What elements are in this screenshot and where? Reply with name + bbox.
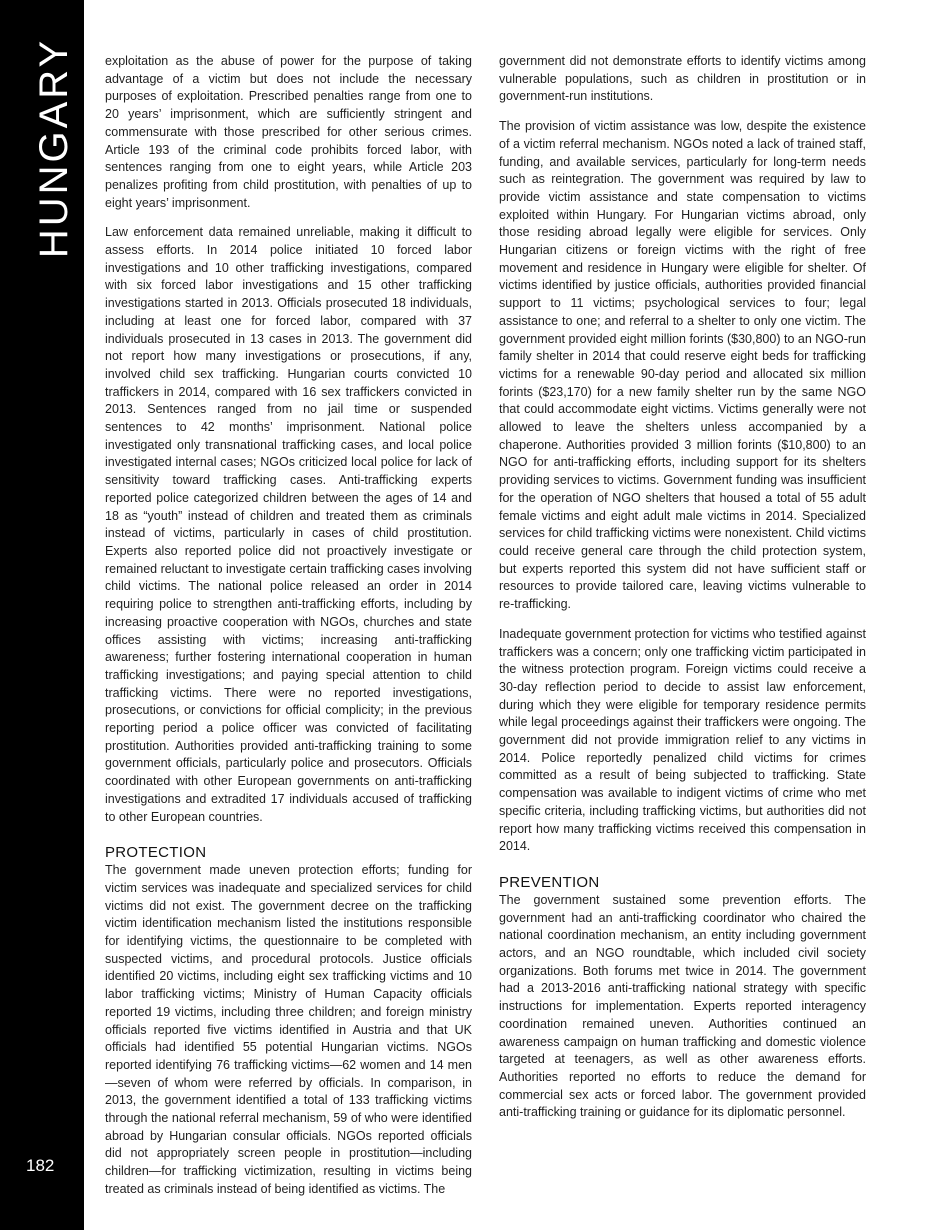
paragraph-vulnerable-populations: government did not demonstrate efforts to identify victims among vulnerable populations, such as children in prostitution or in government-run institutions. <box>499 54 866 104</box>
paragraph-definition-penalties: exploitation as the abuse of power for the purpose of taking advantage of a victim but does not include the necessary purposes of exploitation. Prescribed penalties range from one to 20 years’ imprisonment, which are sufficiently stringent and commensurate with those prescribed for other serious crimes. Article 193 of the criminal code prohibits forced labor, with sentences ranging from one to eight years, while Article 203 penalizes profiting from child prostitution, with penalties of up to eight years’ imprisonment. <box>105 54 472 210</box>
country-sidebar <box>0 0 84 1230</box>
paragraph-victim-assistance: The provision of victim assistance was low, despite the existence of a victim referral mechanism. NGOs noted a lack of trained staff, funding, and available services, particularly for long-term needs such as reintegration. The government was required by law to provide victim assistance and state compensation to victims exploited within Hungary. For Hungarian victims abroad, only those residing abroad legally were eligible for services. Only Hungarian citizens or foreign victims with the right of free movement and residence in Hungary were eligible for shelter. Of victims identified by justice officials, authorities provided financial support to 11 victims; psychological services to four; legal assistance to one; and referral to a shelter to only one victim. The government provided eight million forints ($30,800) to an NGO-run family shelter in 2014 that could reserve eight beds for trafficking victims for a renewable 90-day period and allocated six million forints ($23,170) for a new family shelter run by the same NGO that could accommodate eight victims. Victims generally were not allowed to leave the shelters unless accompanied by a chaperone. Authorities provided 3 million forints ($10,800) to an NGO for anti-trafficking efforts, including support for its shelters providing services to victims. Government funding was insufficient for the operation of NGO shelters that housed a total of 55 adult female victims and eight adult male victims in 2014. Specialized services for child trafficking victims were nonexistent. Child victims could receive general care through the child protection system, but experts reported this system did not have sufficient staff or resources to provide tailored care, leaving victims vulnerable to re-trafficking. <box>499 119 866 612</box>
paragraph-protection-identification: The government made uneven protection efforts; funding for victim services was inadequate and specialized services for child victims did not exist. The government decree on the trafficking victim identification mechanism listed the institutions responsible for identifying victims, the questionnaire to be completed with suspected victims, and procedural protocols. Justice officials identified 20 victims, including eight sex trafficking victims and 10 labor trafficking victims; Ministry of Human Capacity officials reported 19 victims, including three children; and foreign ministry officials reported five victims identified in Austria and that UK officials had identified 55 potential Hungarian victims. NGOs reported identifying 76 trafficking victims—62 women and 14 men—seven of whom were referred by officials. In comparison, in 2013, the government identified a total of 133 trafficking victims through the national referral mechanism, 59 of who were identified abroad by Hungarian consular officials. NGOs reported officials did not appropriately screen people in prostitution—including children—for trafficking victimization, resulting in victims being treated as criminals instead of being identified as victims. The <box>105 863 472 1196</box>
right-column <box>499 53 866 1178</box>
left-column <box>105 53 472 1196</box>
paragraph-law-enforcement: Law enforcement data remained unreliable, making it difficult to assess efforts. In 2014 police initiated 10 forced labor investigations and 10 other trafficking investigations, compared with six forced labor investigations and 15 other trafficking investigations started in 2013. Officials prosecuted 18 individuals, including at least one for forced labor, compared with 37 individuals prosecuted in 13 cases in 2013. The government did not report how many investigations or prosecutions, if any, involved child sex trafficking. Hungarian courts convicted 10 traffickers in 2014, compared with 16 sex traffickers convicted in 2013. Sentences ranged from no jail time or suspended sentences to 42 months’ imprisonment. National police investigated only transnational trafficking cases, and local police investigated internal cases; NGOs criticized local police for lack of sensitivity toward trafficking cases. Anti-trafficking experts reported police categorized children between the ages of 14 and 18 as “youth” instead of children and treated them as criminals instead of victims, particularly in cases of child prostitution. Experts also reported police did not proactively investigate or remained reluctant to investigate certain trafficking cases involving child victims. The national police released an order in 2014 requiring police to strengthen anti-trafficking efforts, including by increasing proactive cooperation with NGOs, churches and state offices assisting with victims; increasing anti-trafficking awareness; further fostering international cooperation in human trafficking investigations; and paying special attention to child trafficking victims. There were no reported investigations, prosecutions, or convictions for official complicity; in the previous reporting period a police officer was convicted of facilitating prostitution. Authorities provided anti-trafficking training to some government officials, particularly police and prosecutors. Officials coordinated with other European governments on anti-trafficking investigations and extradited 17 individuals accused of trafficking to other European countries. <box>105 225 472 824</box>
page-number: 182 <box>26 1156 55 1175</box>
protection-heading: PROTECTION <box>105 844 207 862</box>
paragraph-prevention: The government sustained some prevention efforts. The government had an anti-trafficking coordinator who chaired the national coordination mechanism, an entity including government actors, and an NGO roundtable, which included civil society organizations. Both forums met twice in 2014. The government had a 2013-2016 anti-trafficking national strategy with specific instructions for implementation. Experts reported interagency coordination remained uneven. Authorities continued an awareness campaign on human trafficking and domestic violence targeted at teenagers, as well as other awareness efforts. Authorities reported no efforts to reduce the demand for commercial sex acts or forced labor. The government provided anti-trafficking training or guidance for its diplomatic personnel. <box>499 892 866 1120</box>
country-title: HUNGARY <box>32 37 76 259</box>
prevention-heading: PREVENTION <box>499 873 600 891</box>
paragraph-witness-protection: Inadequate government protection for victims who testified against traffickers was a concern; only one trafficking victim participated in the witness protection program. Foreign victims could receive a 30-day reflection period to decide to assist law enforcement, during which they were eligible for temporary residence permits while legal proceedings against their traffickers were ongoing. The government did not provide immigration relief to any victims in 2014. Police reportedly penalized child victims for crimes committed as a result of being subjected to trafficking. State compensation was available to indigent victims of crime who met specific criteria, including trafficking victims, but authorities did not report how many trafficking victims received this compensation in 2014. <box>499 626 866 854</box>
